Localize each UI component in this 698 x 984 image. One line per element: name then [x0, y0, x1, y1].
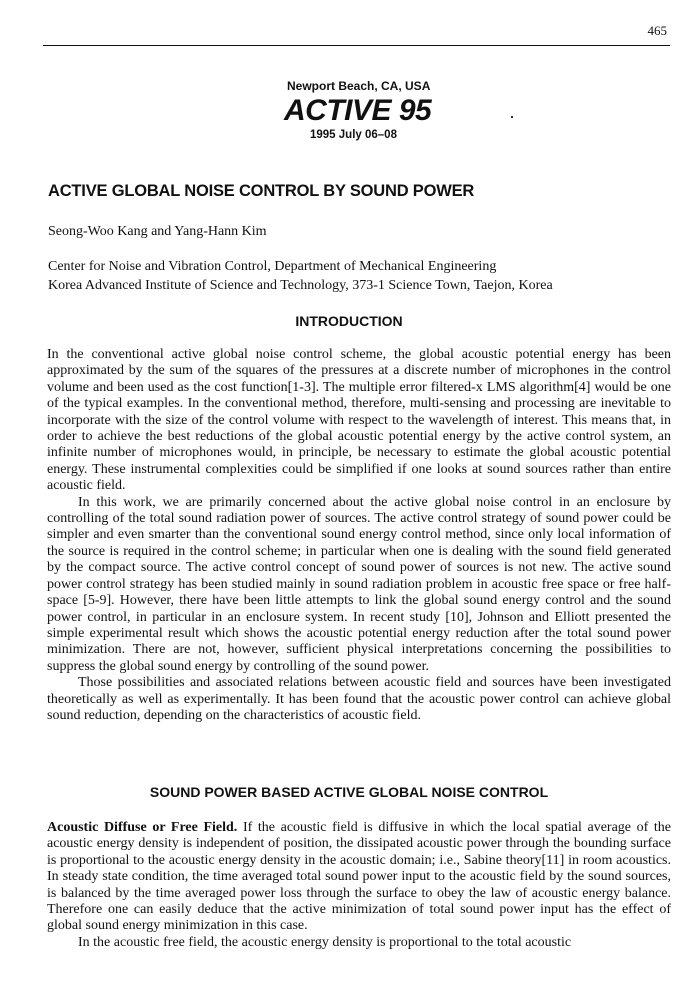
- body-paragraph: Those possibilities and associated relations between acoustic field and sources have been investigated theoretically as well as experimentally. It has been found that the acoustic power control can achieve global sound reduction, depending on the characteristics of acoustic field.: [47, 675, 671, 723]
- body-paragraph: In the acoustic free field, the acoustic energy density is proportional to the total acoustic: [78, 934, 572, 950]
- page-number: 465: [647, 23, 667, 38]
- paper-authors: Seong-Woo Kang and Yang-Hann Kim: [48, 224, 267, 239]
- conference-location: Newport Beach, CA, USA: [287, 79, 431, 93]
- affiliation-line: Korea Advanced Institute of Science and Technology, 373-1 Science Town, Taejon, Korea: [48, 278, 553, 293]
- paper-title: ACTIVE GLOBAL NOISE CONTROL BY SOUND POWER: [48, 182, 475, 200]
- run-in-heading: Acoustic Diffuse or Free Field.: [47, 820, 238, 835]
- section-heading-sound-power: SOUND POWER BASED ACTIVE GLOBAL NOISE CONTROL: [149, 784, 549, 800]
- conference-date: 1995 July 06–08: [310, 129, 397, 141]
- paper-affiliation: [48, 257, 553, 295]
- body-paragraph: [47, 820, 671, 935]
- affiliation-line: Center for Noise and Vibration Control, Department of Mechanical Engineering: [48, 259, 497, 274]
- header-rule: [43, 45, 670, 46]
- body-paragraph: In this work, we are primarily concerned about the active global noise control in an enclosure by controlling of the total sound radiation power of sources. The active control strategy of sound power could be simpler and even smarter than the conventional sound energy control method, since only local information of the source is required in the control scheme; in particular when one is dealing with the sound field generated by the compact source. The active control concept of sound power of sources is not new. The active sound power control strategy has been studied mainly in sound radiation problem in acoustic free space or free half-space [5-9]. However, there have been little attempts to link the global sound energy control and the sound power control, in particular in an enclosure system. In recent study [10], Johnson and Elliott presented the simple experimental result which shows the acoustic potential energy reduction after the total sound power minimization. There are not, however, sufficient physical interpretations concerning the possibilities to suppress the global sound energy by controlling of the sound power.: [47, 494, 671, 674]
- body-paragraph: In the conventional active global noise control scheme, the global acoustic potential energy has been approximated by the sum of the squares of the pressures at a discrete number of microphones in the control volume and been used as the cost function[1-3]. The multiple error filtered-x LMS algorithm[4] would be one of the typical examples. In the conventional method, therefore, multi-sensing and processing are inevitable to incorporate with the size of the control volume with respect to the wavelength of interest. This means that, in order to achieve the best reductions of the global acoustic potential energy by the active control system, an infinite number of microphones would, in principle, be necessary to estimate the global acoustic potential energy. These instrumental complexities could be simplified if one looks at sound sources rather than entire acoustic field.: [47, 347, 671, 494]
- section2-body: [47, 820, 671, 951]
- section-heading-introduction: INTRODUCTION: [295, 313, 403, 329]
- introduction-body: [47, 347, 671, 724]
- print-speck: [511, 116, 513, 118]
- conference-name: ACTIVE 95: [284, 94, 432, 127]
- paragraph-text: If the acoustic field is diffusive in which the local spatial average of the acoustic energy density is independent of position, the dissipated acoustic power through the bounding surface is proportional to the acoustic energy density in the acoustic domain; i.e., Sabine theory[11] in room acoustics. In steady state condition, the time averaged total sound power input to the acoustic field by the sound sources, is balanced by the time averaged power loss through the surface to obey the law of acoustic energy balance. Therefore one can easily deduce that the active minimization of total sound power input has the effect of global sound energy minimization in this case.: [47, 820, 672, 934]
